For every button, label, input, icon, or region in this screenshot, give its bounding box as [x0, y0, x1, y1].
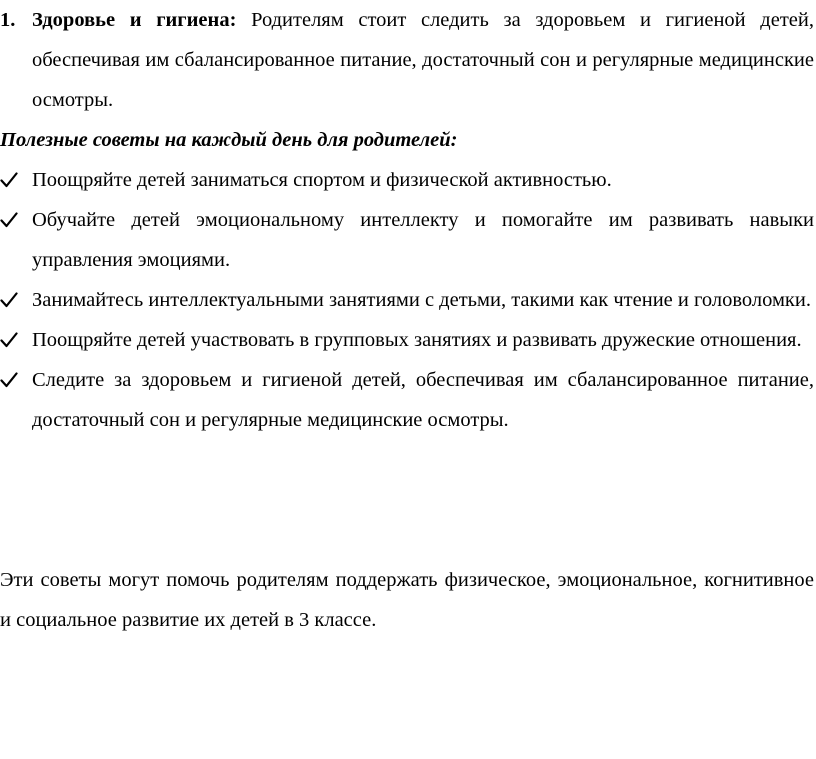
check-icon	[0, 160, 22, 200]
list-number: 1.	[0, 9, 16, 31]
section-title: Здоровье и гигиена:	[32, 9, 237, 31]
tips-heading: Полезные советы на каждый день для родителей:	[0, 129, 458, 151]
tip-text: Следите за здоровьем и гигиеной детей, обеспечивая им сбалансированное питание, достаточный сон и регулярные медицинские осмотры.	[32, 369, 814, 431]
list-item	[0, 200, 814, 280]
tip-text: Поощряйте детей заниматься спортом и физической активностью.	[32, 169, 612, 191]
check-icon	[0, 200, 22, 240]
check-icon	[0, 360, 22, 400]
section-text: Родителям стоит следить за здоровьем и гигиеной детей, обеспечивая им сбалансированное питание, достаточный сон и регулярные медицинские осмотры.	[32, 9, 814, 111]
tips-list	[0, 160, 814, 440]
tip-text: Поощряйте детей участвовать в групповых занятиях и развивать дружеские отношения.	[32, 329, 802, 351]
conclusion-paragraph: Эти советы могут помочь родителям поддержать физическое, эмоциональное, когнитивное и социальное развитие их детей в 3 классе.	[0, 569, 814, 631]
tip-text: Обучайте детей эмоциональному интеллекту и помогайте им развивать навыки управления эмоциями.	[32, 209, 814, 271]
list-item	[0, 280, 814, 320]
list-item	[0, 320, 814, 360]
numbered-item-health	[0, 0, 814, 120]
list-item	[0, 160, 814, 200]
check-icon	[0, 280, 22, 320]
numbered-item-body	[32, 0, 814, 120]
list-item	[0, 360, 814, 440]
check-icon	[0, 320, 22, 360]
tip-text: Занимайтесь интеллектуальными занятиями с детьми, такими как чтение и головоломки.	[32, 289, 811, 311]
